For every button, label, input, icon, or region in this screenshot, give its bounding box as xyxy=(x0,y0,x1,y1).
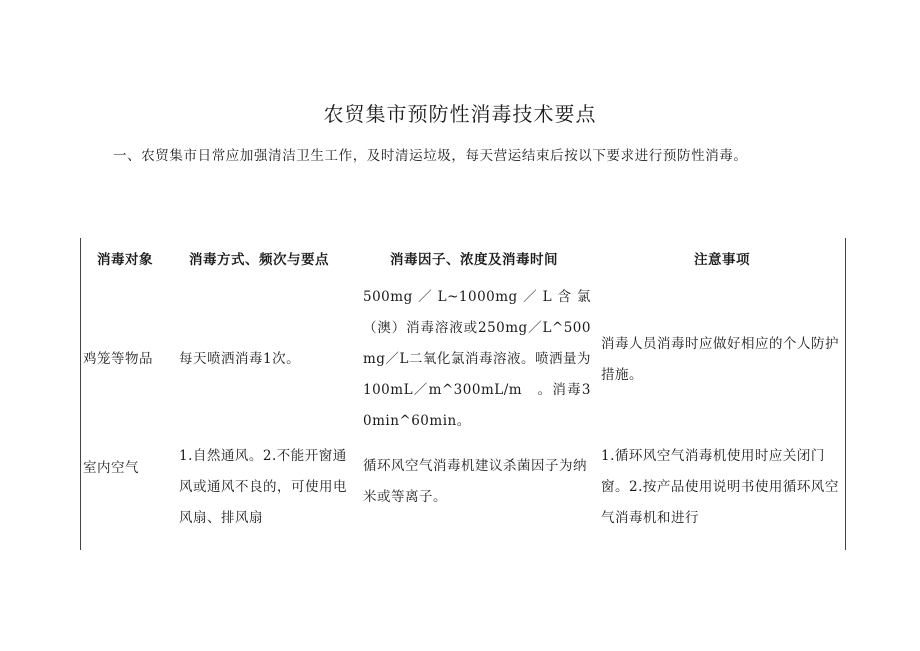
header-method: 消毒方式、频次与要点 xyxy=(189,252,329,268)
cell-note: 消毒人员消毒时应做好相应的个人防护措施。 xyxy=(601,335,839,383)
cell-object: 鸡笼等物品 xyxy=(83,351,153,367)
document-title: 农贸集市预防性消毒技术要点 xyxy=(323,102,597,126)
cell-factor: 循环风空气消毒机建议杀菌因子为纳米或等离子。 xyxy=(363,458,587,505)
intro-paragraph: 一、农贸集市日常应加强清洁卫生工作，及时清运垃圾，每天营运结束后按以下要求进行预防性消毒。 xyxy=(113,148,748,164)
cell-object: 室内空气 xyxy=(83,460,139,476)
table-row xyxy=(81,441,845,538)
header-factor: 消毒因子、浓度及消毒时间 xyxy=(390,252,558,268)
header-object: 消毒对象 xyxy=(97,252,153,268)
table-header-row xyxy=(81,238,845,278)
cell-method: 1.自然通风。2.不能开窗通风或通风不良的，可使用电风扇、排风扇 xyxy=(179,448,347,526)
disinfection-table-container xyxy=(80,238,846,550)
cell-factor: 500mg／L~1000mg／L含氯（澳）消毒溶液或250mg／L^500mg／L二氧化氯消毒溶液。喷洒量为100mL／m^300mL/m 。消毒30min^60min。 xyxy=(363,289,591,429)
header-note: 注意事项 xyxy=(694,252,750,268)
table-row xyxy=(81,278,845,441)
cell-note: 1.循环风空气消毒机使用时应关闭门窗。2.按产品使用说明书使用循环风空气消毒机和进行 xyxy=(601,448,839,526)
disinfection-table xyxy=(81,238,845,538)
cell-method: 每天喷洒消毒1次。 xyxy=(179,351,301,367)
